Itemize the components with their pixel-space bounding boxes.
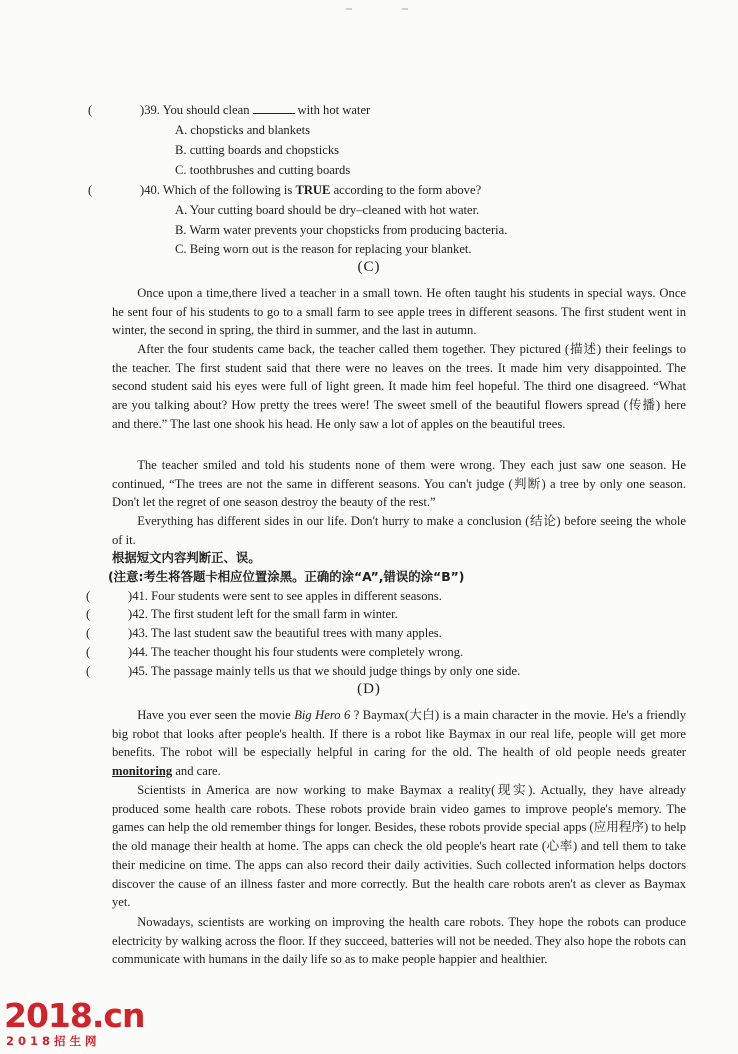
option-40-c: C. Being worn out is the reason for replacing your blanket. — [175, 242, 472, 256]
question-stem-tail: according to the form above? — [333, 183, 482, 197]
instruction-note: (注意:考生将答题卡相应位置涂黑。正确的涂“A”,错误的涂“B”) — [108, 569, 465, 584]
statement: )41. Four students were sent to see apples in different seasons. — [128, 589, 442, 603]
answer-paren: ( — [86, 626, 91, 640]
statement: )44. The teacher thought his four students were completely wrong. — [128, 645, 464, 659]
instruction-heading: 根据短文内容判断正、误。 — [112, 550, 261, 565]
answer-blank — [253, 102, 295, 114]
question-44 — [86, 643, 463, 662]
answer-paren: ( — [86, 645, 91, 659]
paragraph-text: and care. — [175, 764, 221, 779]
question-45 — [86, 662, 520, 681]
passage-d-paragraph-3: Nowadays, scientists are working on improving the health care robots. They hope the robots can produce electricity by walking across the floor. If they succeed, batteries will not be needed. They also hope the robots can communicate with humans in the daily life so as to make people happier and healthier. — [112, 915, 686, 967]
answer-paren: ( — [86, 664, 91, 678]
question-43 — [86, 624, 442, 643]
underlined-keyword: monitoring — [112, 764, 173, 779]
watermark-sub-text: 2018招生网 — [6, 1034, 101, 1048]
option-39-c: C. toothbrushes and cutting boards — [175, 163, 351, 177]
passage-d-paragraph-1 — [112, 706, 686, 781]
question-stem-tail: with hot water — [297, 103, 371, 117]
passage-c-paragraph-2: After the four students came back, the teacher called them together. They pictured (描述) their feelings to the teacher. The first student said that there were no leaves on the trees. It made him very disappointed. The second student said his eyes were full of light green. It made him feel hopeful. The third one disagreed. “What are you talking about? How pretty the trees were! The sweet smell of the beautiful flowers spread (传播) here and there.” The last one shook his head. He only saw a lot of apples on the beautiful trees. — [112, 342, 686, 431]
watermark-main-text: 2018.cn — [4, 996, 145, 1035]
option-39-b: B. cutting boards and chopsticks — [175, 143, 340, 157]
paragraph-text: Have you ever seen the movie — [137, 708, 291, 722]
answer-paren: ( — [86, 589, 91, 603]
section-c-title: (C) — [357, 259, 381, 275]
question-40 — [88, 182, 481, 198]
answer-paren: ( — [88, 103, 93, 117]
statement: )43. The last student saw the beautiful trees with many apples. — [128, 626, 442, 640]
answer-paren: ( — [86, 607, 91, 621]
question-42 — [86, 605, 398, 624]
answer-paren: ( — [88, 183, 93, 197]
section-d-title: (D) — [357, 681, 381, 697]
statement: )42. The first student left for the small farm in winter. — [128, 607, 398, 621]
passage-c-paragraph-1: Once upon a time,there lived a teacher in a small town. He often taught his students in special ways. Once he sent four of his students to go to a small farm to see apple trees in different seasons. The first student went in winter, the second in spring, the third in summer, and the last in autumn. — [112, 286, 686, 338]
question-39 — [88, 102, 370, 118]
passage-d-paragraph-2: Scientists in America are now working to make Baymax a reality(现实). Actually, they have already produced some health care robots. These robots provide brain video games to improve people's memory. The games can help the old remember things for longer. Besides, these robots provide special apps (应用程序) to help the old manage their health at home. The apps can check the old people's heart rate (心率) and tell them to take their medicine on time. The apps can also record their daily activities. Such collected information helps doctors discover the cause of an illness faster and more correctly. But the health care robots aren't as clever as Baymax yet. — [112, 783, 686, 910]
option-40-b: B. Warm water prevents your chopsticks from producing bacteria. — [175, 223, 508, 237]
passage-c-paragraph-3: The teacher smiled and told his students none of them were wrong. They each just saw one season. He continued, “The trees are not the same in different seasons. You can't judge (判断) a tree by only one season. Don't let the regret of one season destroy the beauty of the rest.” — [112, 458, 686, 510]
passage-c-paragraph-4: Everything has different sides in our life. Don't hurry to make a conclusion (结论) before seeing the whole of it. — [112, 514, 686, 547]
question-stem: )39. You should clean — [140, 103, 250, 117]
movie-title: Big Hero 6 — [294, 708, 351, 722]
question-41 — [86, 587, 442, 606]
scan-speck — [402, 8, 408, 10]
option-40-a: A. Your cutting board should be dry–cleaned with hot water. — [175, 203, 480, 217]
option-39-a: A. chopsticks and blankets — [175, 123, 311, 137]
scan-speck — [346, 8, 352, 10]
statement: )45. The passage mainly tells us that we should judge things by only one side. — [128, 664, 521, 678]
site-watermark-logo — [4, 998, 154, 1052]
question-stem: )40. Which of the following is — [140, 183, 293, 197]
paragraph-text: ? Baymax(大白) is a main character in the movie. He's a friendly big robot that looks after people's health. If there is a robot like Baymax in our real life, people will get more benefits. The robot will be especially helpful in caring for the old. The health of old people needs greater — [112, 708, 686, 760]
question-emphasis: TRUE — [295, 183, 331, 197]
